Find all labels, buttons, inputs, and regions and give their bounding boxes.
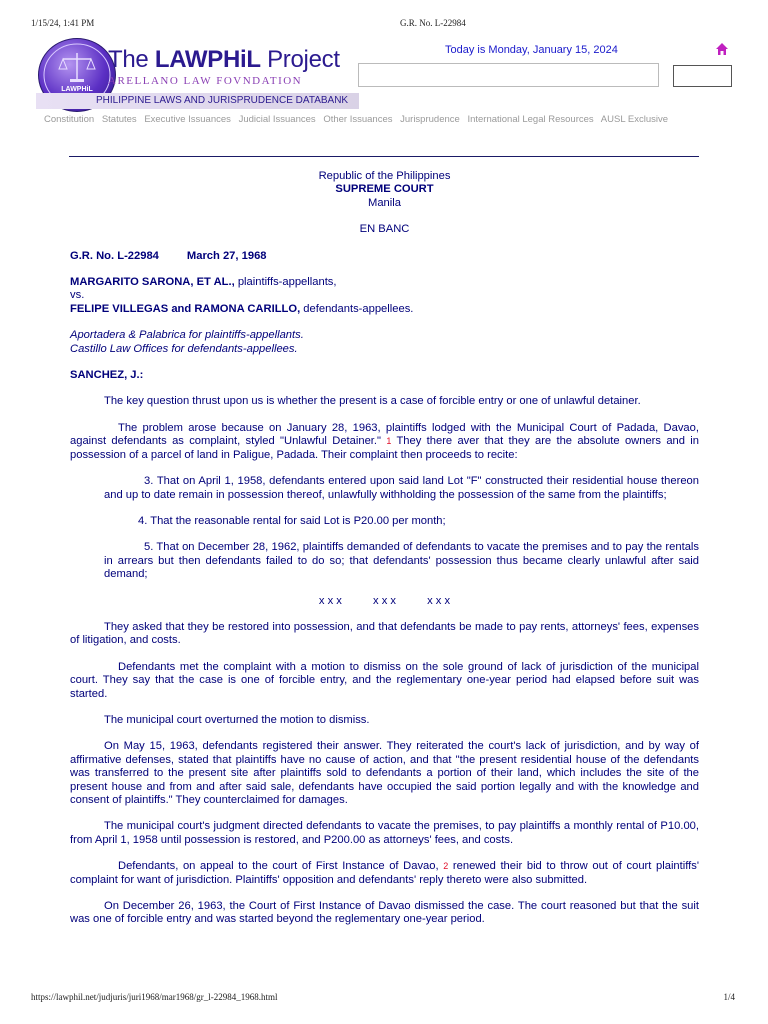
quoted-paragraph: 5. That on December 28, 1962, plaintiffs demanded of defendants to vacate the premises and to pay the rentals in arrears but then defendants failed to do so; that defendants' possession thus became clearly unlawful after said demand; [104, 541, 699, 581]
nav-item-judicial-issuances[interactable]: Judicial Issuances [238, 114, 316, 125]
gr-number: G.R. No. L-22984 [70, 249, 159, 262]
counsel-defendants: Castillo Law Offices for defendants-appellees. [70, 342, 298, 355]
republic-line: Republic of the Philippines [318, 170, 451, 182]
division: EN BANC [359, 223, 410, 236]
print-page-number: 1/4 [723, 992, 735, 1002]
site-tagline-band [36, 93, 359, 109]
paragraph: The key question thrust upon us is whether the present is a case of forcible entry or one of unlawful detainer. [104, 395, 641, 408]
site-subtitle: ARELLANO LAW FOVNDATION [108, 75, 303, 87]
ellipsis-marker: x x x x x x x x x [318, 594, 451, 607]
case-caption [70, 250, 699, 263]
nav-item-ausl-exclusive[interactable]: AUSL Exclusive [600, 114, 669, 125]
quoted-paragraph: 4. That the reasonable rental for said Lot is P20.00 per month; [138, 514, 446, 527]
main-nav [44, 114, 673, 125]
decision-body [70, 170, 699, 927]
paragraph: Defendants met the complaint with a motion to dismiss on the sole ground of lack of jurisdiction of the municipal court. They say that the case is one of forcible entry, and the reglementary one-year period had elapsed before suit was started. [70, 660, 699, 700]
divider [69, 156, 699, 157]
lawphil-logo[interactable] [38, 38, 360, 112]
nav-item-other-issuances[interactable]: Other Issuances [323, 114, 393, 125]
nav-item-jurisprudence[interactable]: Jurisprudence [400, 114, 460, 125]
nav-item-international-legal-resources[interactable]: International Legal Resources [467, 114, 594, 125]
party-plaintiffs: MARGARITO SARONA, ET AL., plaintiffs-appellants, [70, 276, 337, 289]
paragraph: The problem arose because on January 28, 1963, plaintiffs lodged with the Municipal Court of Padada, Davao, against defendants as complaint, styled "Unlawful Detainer." $^1$ They there aver that they are the absolute owners and in possession of a parcel of land in Paligue, Padada. Their complaint then proceeds to recite: [70, 421, 700, 461]
versus: vs. [70, 289, 85, 302]
counsel-plaintiffs: Aportadera & Palabrica for plaintiffs-appellants. [70, 329, 304, 342]
home-icon[interactable] [715, 42, 729, 56]
quoted-paragraph: 3. That on April 1, 1958, defendants entered upon said land Lot "F" constructed their residential house thereon and up to date remain in possession thereof, unlawfully withholding the possession of the same from the plaintiffs; [104, 475, 699, 501]
nav-item-constitution[interactable]: Constitution [44, 114, 95, 125]
party-defendants: FELIPE VILLEGAS and RAMONA CARILLO, defendants-appellees. [70, 302, 414, 315]
paragraph: The municipal court overturned the motion to dismiss. [104, 713, 370, 726]
paragraph: The municipal court's judgment directed defendants to vacate the premises, to pay plaintiffs a monthly rental of P10.00, from April 1, 1958 until possession is restored, and P200.00 as attorneys' fees, and costs. [70, 820, 699, 846]
court-city: Manila [368, 196, 401, 209]
search-input[interactable] [358, 63, 659, 87]
footnote-link-1[interactable]: 1 [386, 436, 392, 447]
print-header [0, 0, 768, 28]
nav-item-statutes[interactable]: Statutes [101, 114, 137, 125]
search-button[interactable] [673, 65, 732, 87]
decision-date: March 27, 1968 [186, 249, 267, 262]
paragraph: They asked that they be restored into possession, and that defendants be made to pay rents, attorneys' fees, expenses of litigation, and costs. [70, 620, 699, 647]
site-title: The LAWPHiL Project [108, 46, 340, 73]
ponente: SANCHEZ, J.: [70, 369, 144, 382]
nav-item-executive-issuances[interactable]: Executive Issuances [144, 114, 231, 125]
print-doc-title: G.R. No. L-22984 [400, 18, 466, 28]
print-footer [0, 990, 768, 1010]
paragraph: On May 15, 1963, defendants registered their answer. They reiterated the court's lack of jurisdiction, and by way of affirmative defenses, stated that plaintiffs have no cause of action, and that "the present residential house of the defendants was transferred to the present site after plaintiffs sold to defendants a portion of their land, which includes the site of the present house and from and after said sale, defendants have occupied the said portion legally and with the knowledge and consent of plaintiffs." They counterclaimed for damages. [70, 740, 699, 806]
footnote-link-2[interactable]: 2 [443, 861, 449, 872]
paragraph: On December 26, 1963, the Court of First Instance of Davao dismissed the case. The court reasoned but that the suit was one of forcible entry and was started beyond the reglementary one-year period. [70, 900, 699, 926]
court-name: SUPREME COURT [335, 183, 434, 196]
print-datetime: 1/15/24, 1:41 PM [31, 18, 95, 28]
today-date: Today is Monday, January 15, 2024 [445, 44, 618, 56]
seal-label: LAWPHiL [61, 86, 93, 93]
site-tagline: PHILIPPINE LAWS AND JURISPRUDENCE DATABANK [96, 95, 349, 106]
paragraph: Defendants, on appeal to the court of First Instance of Davao, $^2$ renewed their bid to throw out of court plaintiffs' complaint for want of jurisdiction. Plaintiffs' opposition and defendants' reply thereto were also submitted. [70, 860, 699, 886]
print-url: https://lawphil.net/judjuris/juri1968/mar1968/gr_l-22984_1968.html [31, 992, 278, 1002]
